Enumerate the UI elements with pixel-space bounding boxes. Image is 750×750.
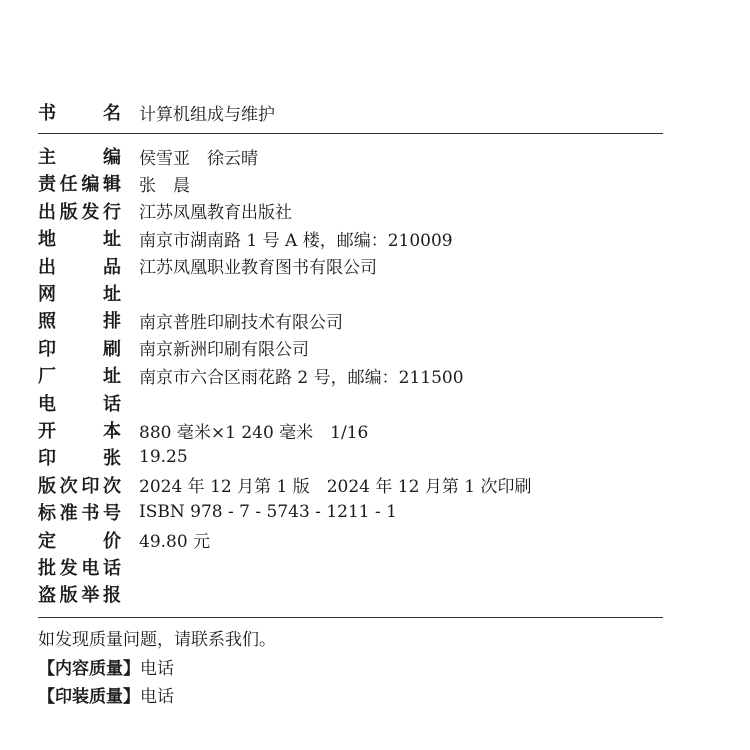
label-char: 刷 <box>103 338 121 360</box>
label-char: 编 <box>103 147 121 168</box>
label-char: 出 <box>38 256 56 278</box>
label-char: 任 <box>59 174 78 196</box>
field-label <box>38 581 121 607</box>
label-char: 电 <box>38 393 56 415</box>
field-label <box>38 307 121 333</box>
label-char: 印 <box>38 338 56 360</box>
label-char: 号 <box>102 503 121 525</box>
label-char: 行 <box>102 201 121 223</box>
field-row-price <box>38 527 210 553</box>
label-char: 印 <box>38 448 56 470</box>
label-char: 话 <box>103 393 121 415</box>
field-row-format <box>38 417 368 443</box>
label-char: 责 <box>38 174 56 196</box>
label-char: 次 <box>102 475 121 497</box>
label-char: 电 <box>81 558 100 579</box>
label-char: 网 <box>38 284 56 305</box>
label-char: 址 <box>103 284 121 305</box>
field-label <box>38 335 121 361</box>
field-label <box>38 225 121 251</box>
label-char: 厂 <box>38 366 56 388</box>
field-row-edition <box>38 472 531 498</box>
bottom-divider <box>38 617 663 618</box>
label-char: 主 <box>38 147 56 168</box>
notice-print-quality <box>38 681 174 707</box>
field-row-factory-address <box>38 362 464 388</box>
label-char: 版 <box>59 201 78 223</box>
label-char: 辑 <box>102 174 121 196</box>
label-char: 次 <box>59 475 78 497</box>
label-char: 地 <box>38 229 56 251</box>
field-row-address <box>38 225 453 251</box>
notice-intro: 如发现质量问题，请联系我们。 <box>38 629 276 650</box>
field-row-printing <box>38 335 309 361</box>
field-value: 江苏凤凰教育出版社 <box>139 203 292 224</box>
field-label <box>38 444 121 470</box>
field-row-typesetting <box>38 307 343 333</box>
label-char: 盗 <box>38 585 56 607</box>
book-title-label <box>38 99 121 125</box>
label-char: 名 <box>103 103 121 124</box>
label-char: 印 <box>81 475 100 497</box>
label-char: 书 <box>81 503 100 525</box>
field-row-phone <box>38 390 139 416</box>
notice-tag: 【印装质量】 <box>38 686 140 707</box>
field-value: 江苏凤凰职业教育图书有限公司 <box>139 258 377 279</box>
label-char: 张 <box>103 448 121 470</box>
notice-tag: 【内容质量】 <box>38 658 140 679</box>
book-title-row <box>38 99 275 125</box>
label-char: 发 <box>81 201 100 223</box>
label-char: 版 <box>38 475 56 497</box>
label-char: 书 <box>38 103 56 124</box>
label-char: 版 <box>59 585 78 607</box>
field-label <box>38 499 121 525</box>
field-value: ISBN 978 - 7 - 5743 - 1211 - 1 <box>139 502 397 523</box>
label-char: 址 <box>103 229 121 251</box>
field-label <box>38 362 121 388</box>
label-char: 出 <box>38 201 56 223</box>
field-row-producer <box>38 253 377 279</box>
notice-text: 电话 <box>140 686 174 707</box>
label-char: 报 <box>102 585 121 607</box>
field-value: 49.80 元 <box>139 532 211 553</box>
field-row-publisher <box>38 198 292 224</box>
field-label <box>38 554 121 580</box>
top-divider <box>38 133 663 134</box>
label-char: 品 <box>103 256 121 278</box>
label-char: 话 <box>102 558 121 579</box>
field-label <box>38 390 121 416</box>
field-value: 张 晨 <box>139 175 190 196</box>
field-value: 南京普胜印刷技术有限公司 <box>139 312 343 333</box>
notice-content-quality <box>38 653 174 679</box>
label-char: 标 <box>38 503 56 525</box>
field-row-piracy-report <box>38 581 139 607</box>
field-row-editor <box>38 143 258 169</box>
field-value: 19.25 <box>139 447 188 468</box>
field-value: 880 毫米×1 240 毫米 1/16 <box>139 422 369 443</box>
label-char: 址 <box>103 366 121 388</box>
label-char: 批 <box>38 558 56 579</box>
field-value: 侯雪亚 徐云晴 <box>139 148 258 169</box>
field-label <box>38 170 121 196</box>
field-value: 南京新洲印刷有限公司 <box>139 340 309 361</box>
label-char: 排 <box>103 311 121 333</box>
field-value: 南京市湖南路 1 号 A 楼，邮编：210009 <box>139 230 453 251</box>
field-label <box>38 527 121 553</box>
field-value: 2024 年 12 月第 1 版 2024 年 12 月第 1 次印刷 <box>139 477 532 498</box>
label-char: 准 <box>59 503 78 525</box>
field-row-sheets <box>38 444 188 470</box>
label-char: 定 <box>38 530 56 552</box>
field-row-isbn <box>38 499 397 525</box>
label-char: 照 <box>38 311 56 333</box>
field-label <box>38 198 121 224</box>
field-label <box>38 280 121 306</box>
field-label <box>38 143 121 169</box>
label-char: 开 <box>38 421 56 442</box>
field-label <box>38 472 121 498</box>
notice-text: 电话 <box>140 658 174 679</box>
field-row-website <box>38 280 139 306</box>
field-label <box>38 417 121 443</box>
book-title-value: 计算机组成与维护 <box>139 104 275 125</box>
field-row-wholesale-phone <box>38 554 139 580</box>
field-value: 南京市六合区雨花路 2 号，邮编：211500 <box>139 367 464 388</box>
label-char: 发 <box>59 558 78 579</box>
field-row-responsible-editor <box>38 170 190 196</box>
label-char: 举 <box>81 585 100 607</box>
label-char: 价 <box>103 530 121 552</box>
label-char: 编 <box>81 174 100 196</box>
label-char: 本 <box>103 421 121 442</box>
field-label <box>38 253 121 279</box>
